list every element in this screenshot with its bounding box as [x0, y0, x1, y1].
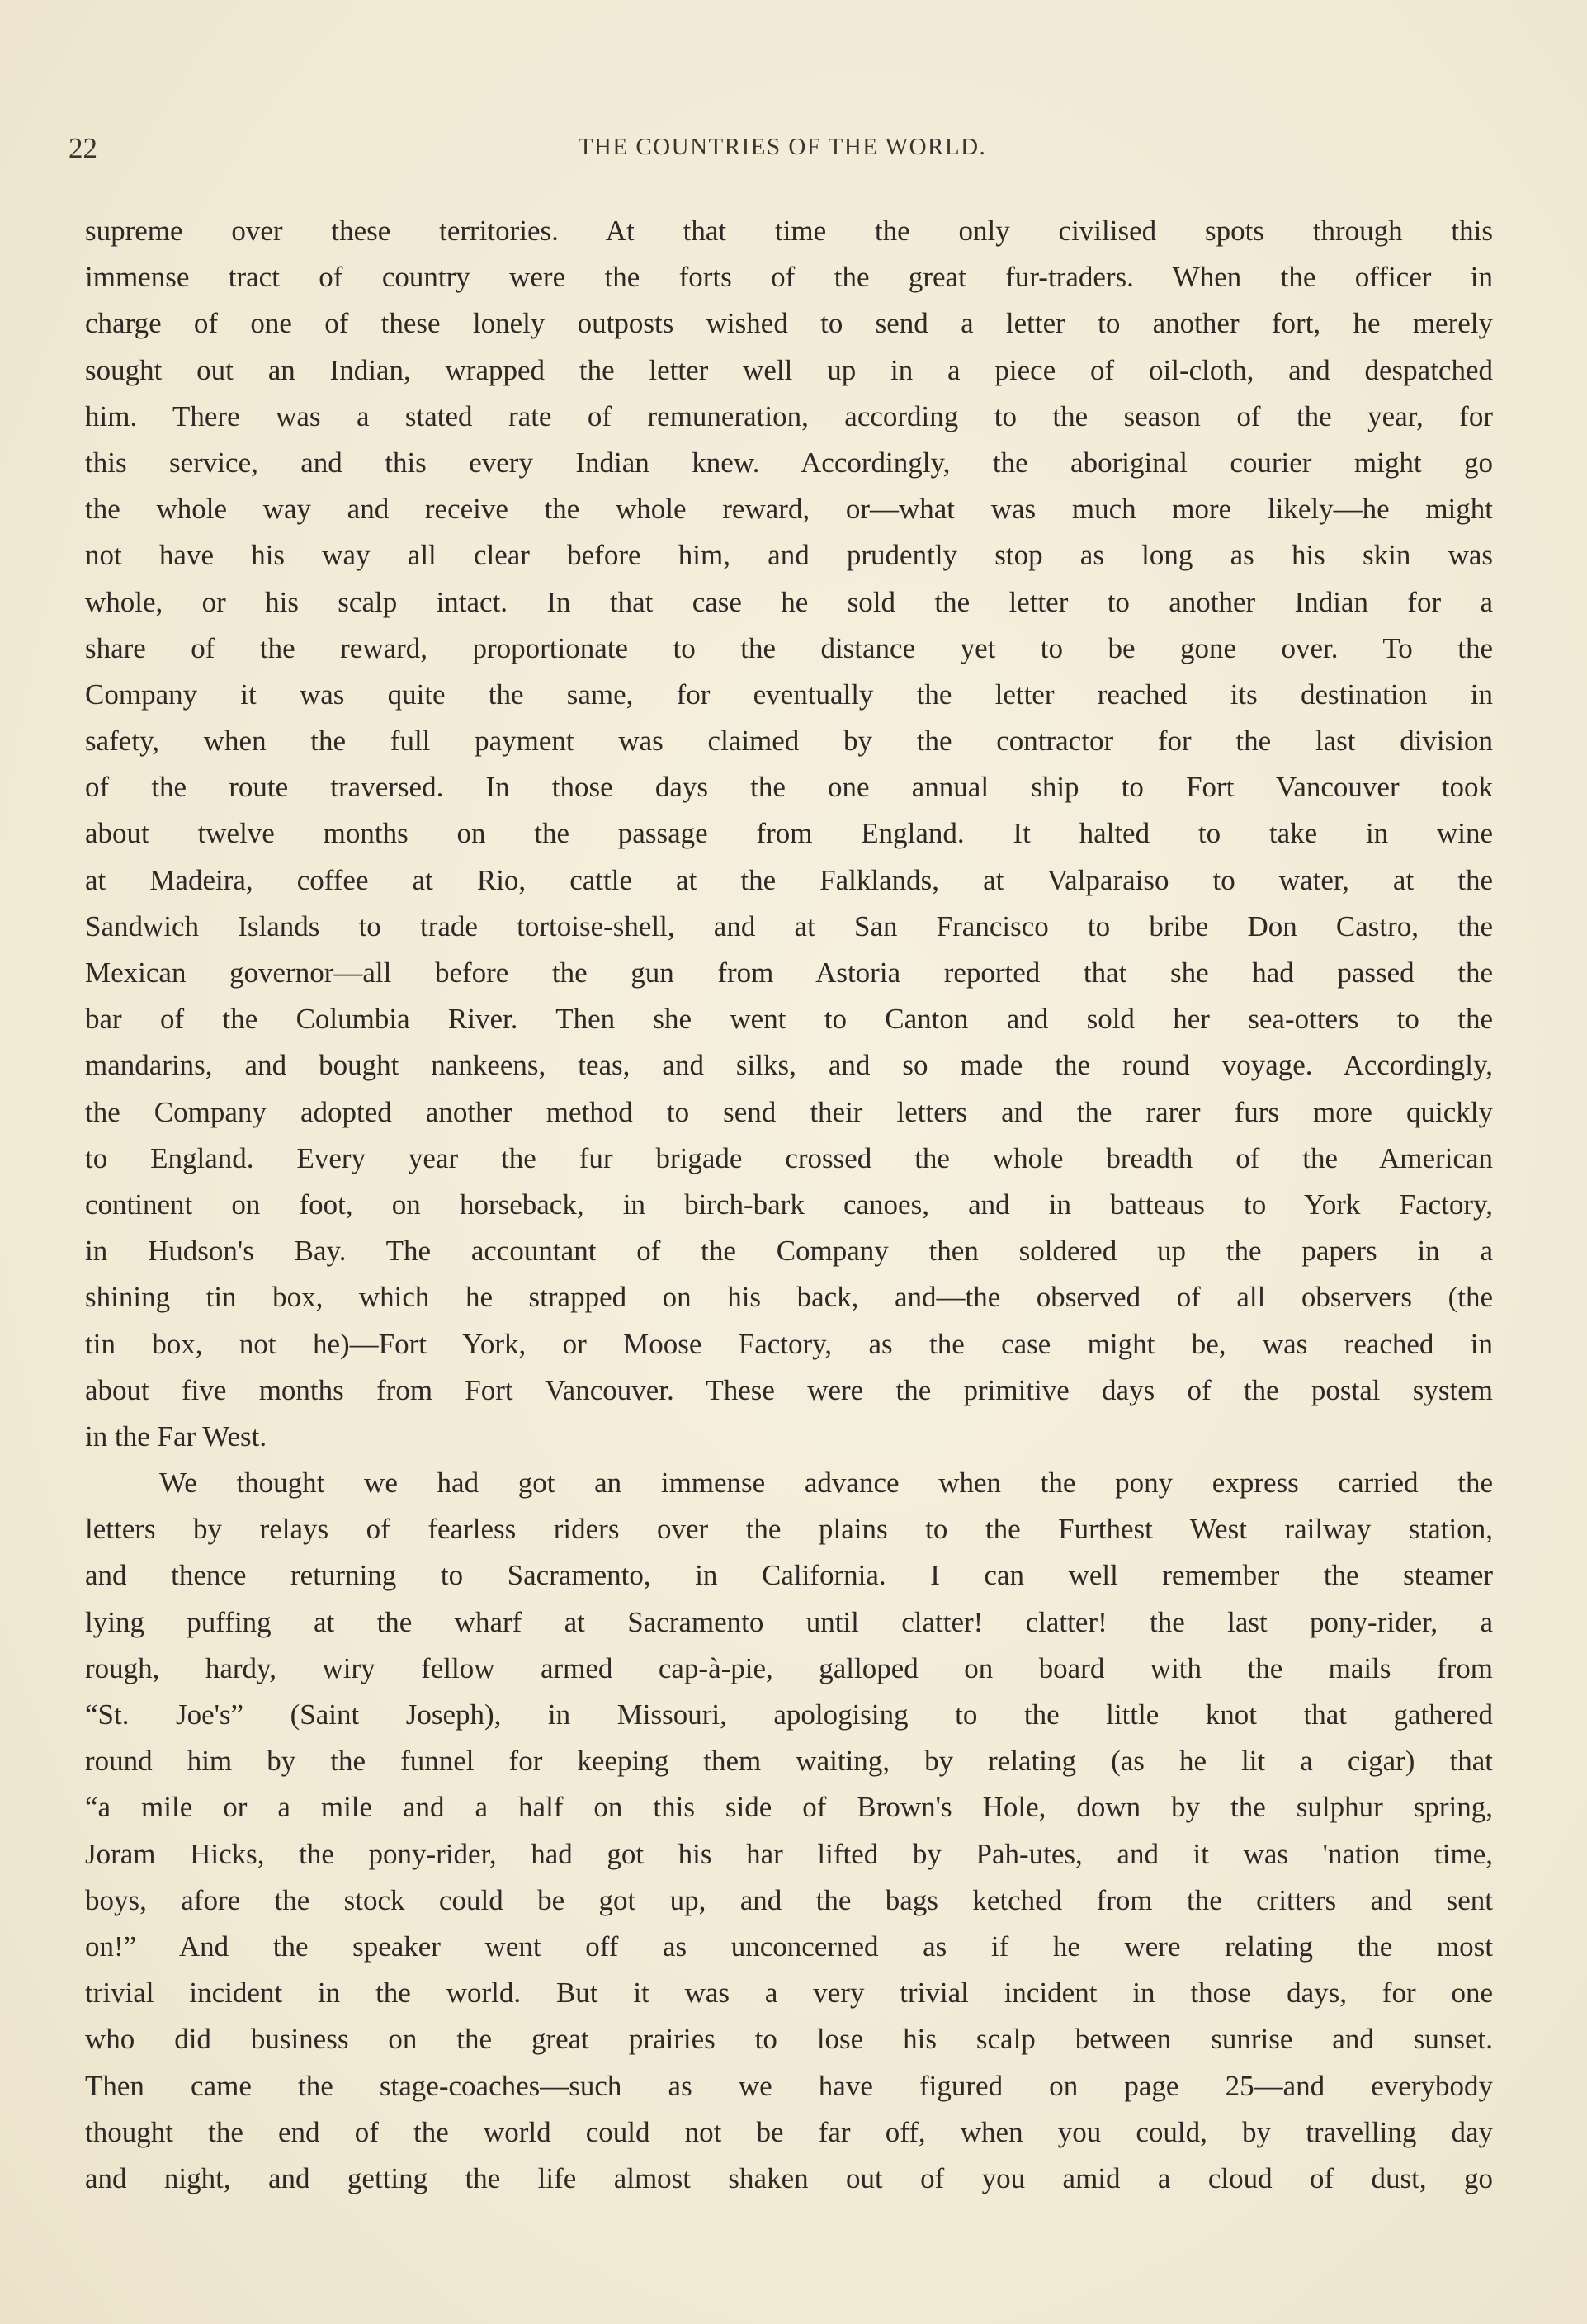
- text-line: continent on foot, on horseback, in birch-bark canoes, and in batteaus to York Factory,: [85, 1188, 1493, 1221]
- text-line: Sandwich Islands to trade tortoise-shell, and at San Francisco to bribe Don Castro, the: [85, 909, 1493, 942]
- body-text: [85, 208, 1493, 2202]
- text-line: in Hudson's Bay. The accountant of the Company then soldered up the papers in a: [85, 1235, 1493, 1268]
- text-line: at Madeira, coffee at Rio, cattle at the Falklands, at Valparaiso to water, at the: [85, 863, 1493, 896]
- text-line: Then came the stage-coaches—such as we have figured on page 25—and everybody: [85, 2069, 1493, 2102]
- text-line: who did business on the great prairies to lose his scalp between sunrise and sunset.: [85, 2023, 1493, 2056]
- text-line: immense tract of country were the forts of the great fur-traders. When the officer in: [85, 261, 1493, 294]
- text-line: tin box, not he)—Fort York, or Moose Factory, as the case might be, was reached in: [85, 1327, 1493, 1360]
- text-line: share of the reward, proportionate to the distance yet to be gone over. To the: [85, 631, 1493, 664]
- text-line: Company it was quite the same, for eventually the letter reached its destination in: [85, 678, 1493, 711]
- text-line: round him by the funnel for keeping them waiting, by relating (as he lit a cigar) that: [85, 1745, 1493, 1778]
- paragraph-pony-express: [85, 1460, 1493, 2202]
- text-line: him. There was a stated rate of remuneration, according to the season of the year, for: [85, 399, 1493, 432]
- text-line: safety, when the full payment was claimed by the contractor for the last division: [85, 725, 1493, 758]
- running-title: THE COUNTRIES OF THE WORLD.: [578, 134, 987, 160]
- text-line: trivial incident in the world. But it was a very trivial incident in those days, for one: [85, 1977, 1493, 2010]
- text-line: We thought we had got an immense advance when the pony express carried the: [159, 1467, 1493, 1500]
- text-line: mandarins, and bought nankeens, teas, and silks, and so made the round voyage. Accordingly,: [85, 1049, 1493, 1082]
- text-line: the whole way and receive the whole reward, or—what was much more likely—he might: [85, 493, 1493, 526]
- text-line: boys, afore the stock could be got up, and the bags ketched from the critters and sent: [85, 1883, 1493, 1916]
- text-line: whole, or his scalp intact. In that case he sold the letter to another Indian for a: [85, 585, 1493, 618]
- text-line: not have his way all clear before him, and prudently stop as long as his skin was: [85, 539, 1493, 572]
- paragraph-fur-traders: [85, 208, 1493, 1460]
- text-line: lying puffing at the wharf at Sacramento until clatter! clatter! the last pony-rider, a: [85, 1605, 1493, 1638]
- text-line: sought out an Indian, wrapped the letter well up in a piece of oil-cloth, and despatched: [85, 353, 1493, 386]
- text-line: on!” And the speaker went off as unconcerned as if he were relating the most: [85, 1930, 1493, 1963]
- text-line: the Company adopted another method to send their letters and the rarer furs more quickly: [85, 1095, 1493, 1128]
- text-line: “a mile or a mile and a half on this side of Brown's Hole, down by the sulphur spring,: [85, 1791, 1493, 1824]
- text-line: Joram Hicks, the pony-rider, had got his har lifted by Pah-utes, and it was 'nation time,: [85, 1837, 1493, 1870]
- text-line: rough, hardy, wiry fellow armed cap-à-pie, galloped on board with the mails from: [85, 1651, 1493, 1684]
- text-line: shining tin box, which he strapped on his back, and—the observed of all observers (the: [85, 1281, 1493, 1314]
- text-line: of the route traversed. In those days the one annual ship to Fort Vancouver took: [85, 771, 1493, 804]
- text-line: about five months from Fort Vancouver. These were the primitive days of the postal system: [85, 1373, 1493, 1406]
- text-line: letters by relays of fearless riders over the plains to the Furthest West railway station,: [85, 1513, 1493, 1546]
- text-line: in the Far West.: [85, 1419, 267, 1452]
- text-line: and thence returning to Sacramento, in California. I can well remember the steamer: [85, 1559, 1493, 1592]
- page-header: [68, 132, 1496, 173]
- page-number: 22: [68, 132, 97, 164]
- text-line: “St. Joe's” (Saint Joseph), in Missouri, apologising to the little knot that gathered: [85, 1698, 1493, 1731]
- text-line: Mexican governor—all before the gun from Astoria reported that she had passed the: [85, 957, 1493, 989]
- text-line: charge of one of these lonely outposts wished to send a letter to another fort, he merely: [85, 307, 1493, 340]
- text-line: bar of the Columbia River. Then she went to Canton and sold her sea-otters to the: [85, 1003, 1493, 1036]
- text-line: to England. Every year the fur brigade crossed the whole breadth of the American: [85, 1141, 1493, 1174]
- text-line: thought the end of the world could not be far off, when you could, by travelling day: [85, 2115, 1493, 2148]
- text-line: supreme over these territories. At that time the only civilised spots through this: [85, 215, 1493, 247]
- text-line: this service, and this every Indian knew. Accordingly, the aboriginal courier might go: [85, 446, 1493, 479]
- text-line: and night, and getting the life almost shaken out of you amid a cloud of dust, go: [85, 2161, 1493, 2194]
- text-line: about twelve months on the passage from England. It halted to take in wine: [85, 817, 1493, 850]
